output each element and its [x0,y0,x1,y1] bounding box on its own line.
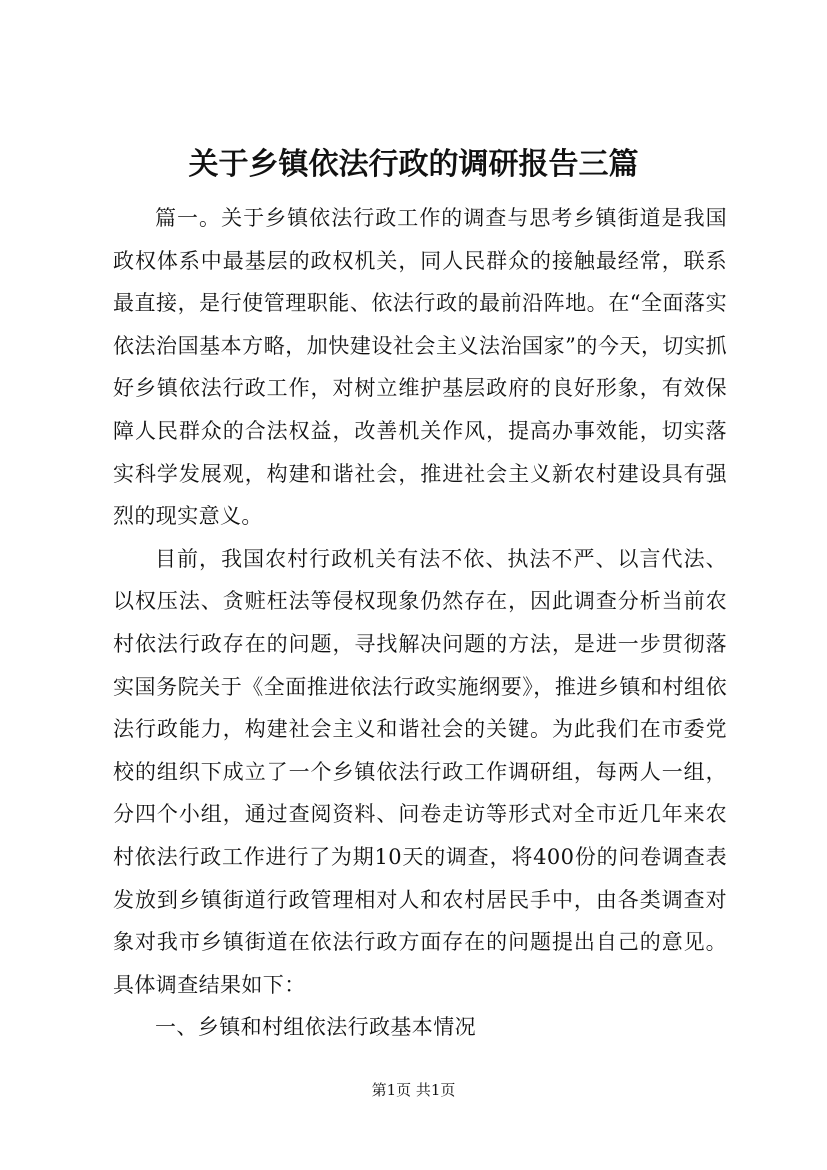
page-number-footer: 第1页 共1页 [371,1081,456,1099]
document-title: 关于乡镇依法行政的调研报告三篇 [188,147,639,182]
document-body [113,197,727,1049]
paragraph-current-situation: 目前，我国农村行政机关有法不依、执法不严、以言代法、以权压法、贪赃枉法等侵权现象仍然存在，因此调查分析当前农村依法行政存在的问题，寻找解决问题的方法，是进一步贯彻落实国务院关于《全面推进依法行政实施纲要》，推进乡镇和村组依法行政能力，构建社会主义和谐社会的关键。为此我们在市委党校的组织下成立了一个乡镇依法行政工作调研组，每两人一组，分四个小组，通过查阅资料、问卷走访等形式对全市近几年来农村依法行政工作进行了为期10天的调查，将400份的问卷调查表发放到乡镇街道行政管理相对人和农村居民手中，由各类调查对象对我市乡镇街道在依法行政方面存在的问题提出自己的意见。具体调查结果如下： [113,546,727,997]
paragraph-intro: 篇一。关于乡镇依法行政工作的调查与思考乡镇街道是我国政权体系中最基层的政权机关，同人民群众的接触最经常，联系最直接，是行使管理职能、依法行政的最前沿阵地。在“全面落实依法治国基本方略，加快建设社会主义法治国家”的今天，切实抓好乡镇依法行政工作，对树立维护基层政府的良好形象，有效保障人民群众的合法权益，改善机关作风，提高办事效能，切实落实科学发展观，构建和谐社会，推进社会主义新农村建设具有强烈的现实意义。 [113,206,727,529]
section-heading: 一、乡镇和村组依法行政基本情况 [155,1015,476,1040]
